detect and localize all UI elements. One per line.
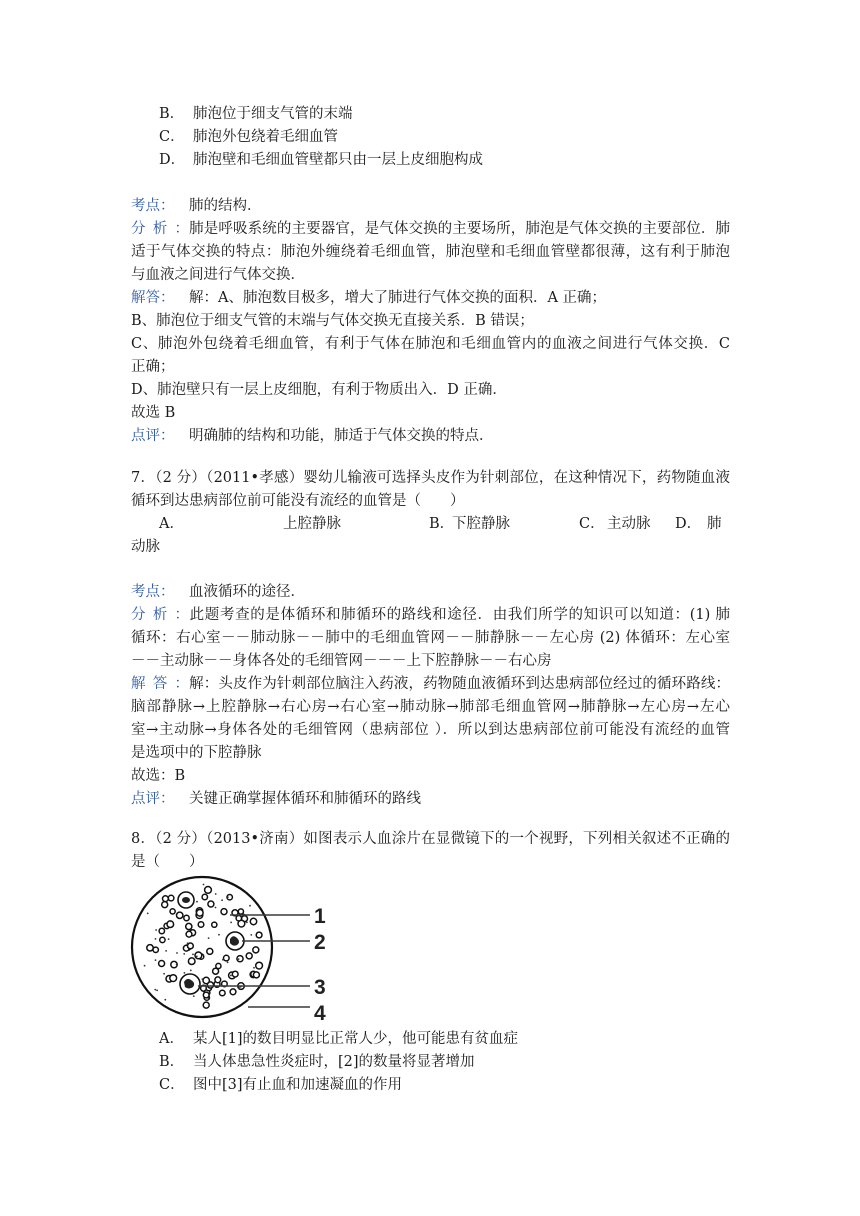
platelet-dot <box>168 938 170 940</box>
platelet-dot <box>230 922 232 924</box>
platelet-dot <box>155 929 157 931</box>
platelet-dot <box>215 893 217 895</box>
platelet-dot <box>164 999 166 1001</box>
q7-option-c-text: 主动脉 <box>607 516 651 532</box>
q7-option-a-text: 上腔静脉 <box>283 516 341 532</box>
figure-label-4: 4 <box>314 1002 326 1025</box>
red-blood-cell <box>256 932 262 938</box>
platelet-dot <box>230 975 232 977</box>
red-blood-cell <box>205 887 212 894</box>
figure-label-1: 1 <box>314 905 326 928</box>
q8-stem-line-2: 是（ ） <box>131 854 204 870</box>
platelet-dot <box>215 907 217 909</box>
q7-kaodian: 考点： 血液循环的途径． <box>131 584 305 600</box>
q7-stem-line-1: 7．（2 分）（2011•孝感）婴幼儿输液可选择头皮作为针刺部位，在这种情况下，药物随血液 <box>131 470 730 486</box>
q6-fenxi-line-2: 适于气体交换的特点：肺泡外缠绕着毛细血管，肺泡壁和毛细血管壁都很薄，这有利于肺泡 <box>131 244 730 260</box>
red-blood-cell <box>232 971 238 977</box>
q7-option-d-text: 肺 <box>707 516 722 532</box>
q7-option-d-label: D． <box>675 516 702 532</box>
red-blood-cell <box>203 977 209 983</box>
red-blood-cell <box>170 975 177 982</box>
q6-fenxi-line-1: 分析：肺是呼吸系统的主要器官，是气体交换的主要场所，肺泡是气体交换的主要部位．肺 <box>131 221 730 237</box>
red-blood-cell <box>221 909 227 915</box>
platelet-dot <box>170 920 172 922</box>
red-blood-cell <box>188 958 195 965</box>
red-blood-cell <box>236 916 241 921</box>
platelet-dot <box>227 896 229 898</box>
q6-jieda-line-6: 故选 B <box>131 405 176 421</box>
q7-jieda-line-2: 脑部静脉→上腔静脉→右心房→右心室→肺动脉→肺部毛细血管网→肺静脉→左心房→左心 <box>131 699 730 715</box>
white-blood-cell-2 <box>226 932 244 950</box>
red-blood-cell <box>160 937 165 942</box>
q6-jieda-line-5: D、肺泡壁只有一层上皮细胞，有利于物质出入．D 正确． <box>131 382 507 398</box>
q6-jieda-line-2: B、肺泡位于细支气管的末端与气体交换无直接关系．B 错误； <box>131 313 534 329</box>
red-blood-cell <box>186 931 192 937</box>
q8-option-a: A． 某人[1]的数目明显比正常人少，他可能患有贫血症 <box>159 1031 519 1047</box>
red-blood-cell <box>159 961 165 967</box>
red-blood-cell <box>250 918 256 924</box>
red-blood-cell <box>238 909 243 914</box>
platelet-dot <box>156 990 158 992</box>
blood-smear-figure <box>130 874 340 1026</box>
platelet-dot <box>203 884 205 886</box>
platelet-dot <box>222 959 224 961</box>
red-blood-cell <box>186 923 192 929</box>
red-blood-cell <box>147 945 153 951</box>
platelet-dot <box>193 995 195 997</box>
q7-option-b-label: B． <box>429 516 455 532</box>
platelet-dot <box>154 989 156 991</box>
platelet-dot <box>183 953 185 955</box>
platelet-dot <box>176 952 178 954</box>
platelet-dot <box>190 970 192 972</box>
q7-stem-line-2: 循环到达患病部位前可能没有流经的血管是（ ） <box>131 493 465 509</box>
q7-option-b-text: 下腔静脉 <box>452 516 510 532</box>
red-blood-cell <box>203 1002 209 1008</box>
red-blood-cell <box>208 901 214 907</box>
red-blood-cell <box>203 992 209 998</box>
red-blood-cell <box>198 922 204 928</box>
red-blood-cell <box>253 972 259 978</box>
platelet-dot <box>165 950 167 952</box>
red-blood-cell <box>162 902 168 908</box>
platelet-dot <box>196 956 198 958</box>
q7-jieda-line-3: 室→主动脉→身体各处的毛细管网（患病部位 ）．所以到达患病部位前可能没有流经的血管 <box>131 722 730 738</box>
platelet-dot <box>218 934 220 936</box>
q7-fenxi-line-3: －－主动脉－－身体各处的毛细管网－－－上下腔静脉－－右心房 <box>131 653 552 669</box>
red-blood-cell <box>212 922 217 927</box>
q7-fenxi-line-1: 分析：此题考查的是体循环和肺循环的路线和途径．由我们所学的知识可以知道：(1) 肺 <box>131 607 730 623</box>
platelet-dot <box>192 954 194 956</box>
q7-jieda-line-4: 是选项中的下腔静脉 <box>131 745 262 761</box>
white-blood-cell-3 <box>180 974 200 994</box>
q7-dianping: 点评： 关键正确掌握体循环和肺循环的路线 <box>131 791 421 807</box>
platelet-dot <box>184 972 186 974</box>
platelet-dot <box>249 905 251 907</box>
q7-jieda-line-1: 解答：解：头皮作为针刺部位脑注入药液，药物随血液循环到达患病部位经过的循环路线： <box>131 676 730 692</box>
q8-stem-line-1: 8．（2 分）（2013•济南）如图表示人血涂片在显微镜下的一个视野，下列相关叙述不正确的 <box>131 831 730 847</box>
white-blood-cell-1 <box>178 892 194 908</box>
red-blood-cell <box>215 977 221 983</box>
red-blood-cell <box>246 953 252 959</box>
platelet-dot <box>163 973 165 975</box>
red-blood-cell <box>256 962 263 969</box>
platelet-dot <box>176 963 178 965</box>
platelet-dot <box>202 978 204 980</box>
q6-option-d: D． 肺泡壁和毛细血管壁都只由一层上皮细胞构成 <box>159 152 483 168</box>
platelet-dot <box>187 942 189 944</box>
q6-option-c: C． 肺泡外包绕着毛细血管 <box>159 129 338 145</box>
q7-option-wrap: 动脉 <box>131 539 160 555</box>
figure-label-2: 2 <box>314 931 326 954</box>
platelet-dot <box>208 997 210 999</box>
red-blood-cell <box>224 955 230 961</box>
platelet-dot <box>155 938 157 940</box>
q7-jieda-line-5: 故选：B <box>131 768 186 784</box>
red-blood-cell <box>253 947 259 953</box>
red-blood-cell <box>207 948 213 954</box>
q6-kaodian: 考点： 肺的结构． <box>131 198 262 214</box>
platelet-dot <box>250 934 252 936</box>
red-blood-cell <box>188 943 194 949</box>
platelet-dot <box>246 922 248 924</box>
platelet-dot <box>238 958 240 960</box>
red-blood-cell <box>220 990 226 996</box>
platelet-dot <box>253 967 255 969</box>
platelet-dot <box>227 962 229 964</box>
red-blood-cell <box>230 989 236 995</box>
red-blood-cell <box>168 895 174 901</box>
platelet-dot <box>155 959 157 961</box>
red-blood-cell <box>163 896 169 902</box>
red-blood-cell <box>195 952 202 959</box>
red-blood-cell <box>167 921 174 928</box>
q6-jieda-line-4: 正确； <box>131 359 175 375</box>
q6-jieda-line-3: C、肺泡外包绕着毛细血管，有利于气体在肺泡和毛细血管内的血液之间进行气体交换．C <box>131 336 730 352</box>
red-blood-cell <box>159 928 164 933</box>
q6-fenxi-line-3: 与血液之间进行气体交换． <box>131 267 305 283</box>
platelet-dot <box>147 913 149 915</box>
q7-fenxi-line-2: 循环：右心室－－肺动脉－－肺中的毛细血管网－－肺静脉－－左心房 (2) 体循环：左心室 <box>131 630 730 646</box>
red-blood-cell <box>197 910 204 917</box>
q8-option-c: C． 图中[3]有止血和加速凝血的作用 <box>159 1077 403 1093</box>
q8-option-b: B． 当人体患急性炎症时，[2]的数量将显著增加 <box>159 1054 475 1070</box>
platelet-dot <box>208 937 210 939</box>
q6-dianping: 点评： 明确肺的结构和功能，肺适于气体交换的特点． <box>131 428 494 444</box>
red-blood-cell <box>184 915 189 920</box>
red-blood-cell <box>202 894 207 899</box>
q7-option-a-label: A． <box>159 516 184 532</box>
platelet-dot <box>221 899 223 901</box>
red-blood-cell <box>170 909 175 914</box>
figure-label-3: 3 <box>314 976 326 999</box>
q6-option-b: B． 肺泡位于细支气管的末端 <box>159 106 353 122</box>
q7-option-c-label: C． <box>579 516 605 532</box>
q6-jieda-line-1: 解答： 解：A、肺泡数目极多，增大了肺进行气体交换的面积．A 正确； <box>131 290 607 306</box>
red-blood-cell <box>177 912 183 918</box>
platelet-dot <box>196 901 198 903</box>
q7-options-row <box>131 513 730 536</box>
red-blood-cell <box>213 968 219 974</box>
platelet-dot <box>144 965 146 967</box>
